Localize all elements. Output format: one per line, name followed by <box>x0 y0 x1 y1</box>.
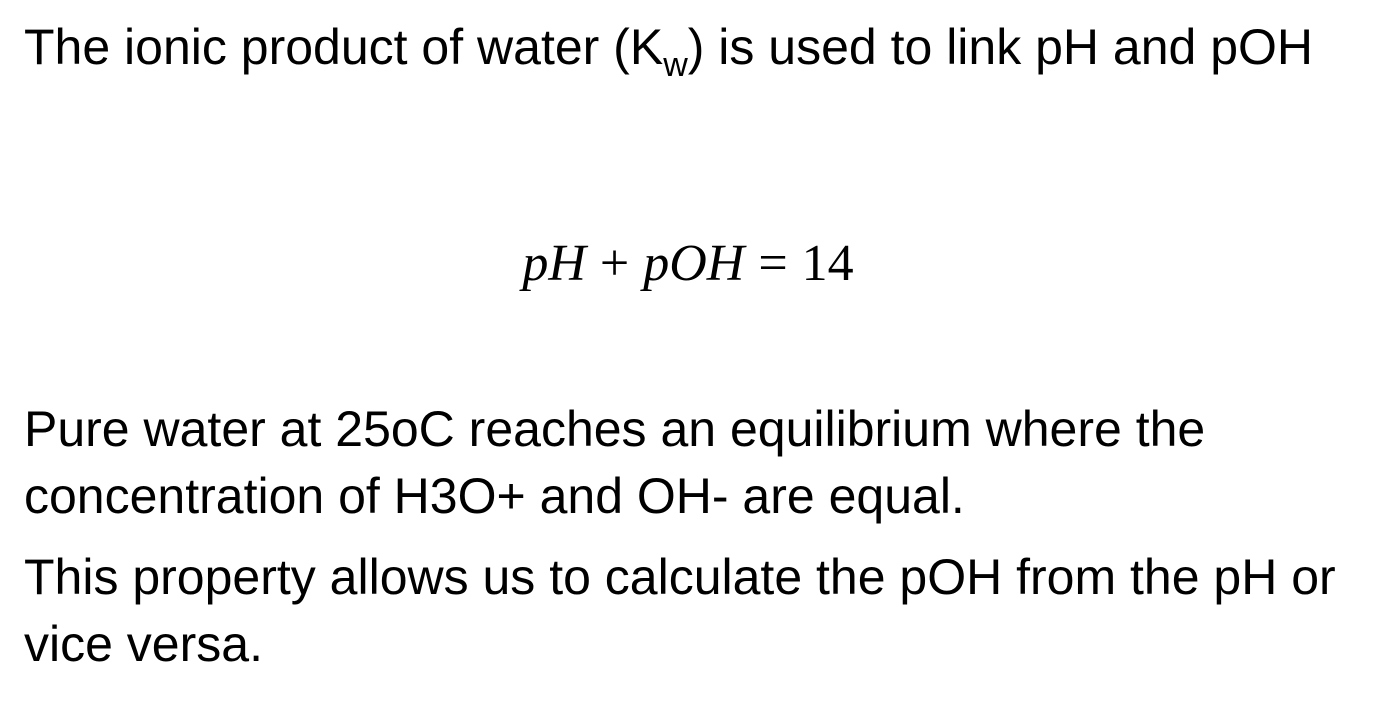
equation-term-poh: pOH <box>643 235 745 292</box>
equation-term-ph: pH <box>522 235 586 292</box>
intro-text <box>24 14 1354 84</box>
intro-text-start: The ionic product of water (K <box>24 19 664 75</box>
ph-poh-equation <box>0 224 1376 304</box>
equilibrium-paragraph: Pure water at 25oC reaches an equilibrium where the concentration of H3O+ and OH- are equal. <box>24 401 1206 524</box>
equation-plus-sign: + <box>599 235 630 292</box>
intro-text-end: ) is used to link pH and pOH <box>687 19 1314 75</box>
property-paragraph: This property allows us to calculate the pOH from the pH or vice versa. <box>24 549 1336 672</box>
equation-equals-sign: = <box>758 235 788 292</box>
equation-result: 14 <box>801 235 854 292</box>
kw-subscript: w <box>663 46 688 84</box>
